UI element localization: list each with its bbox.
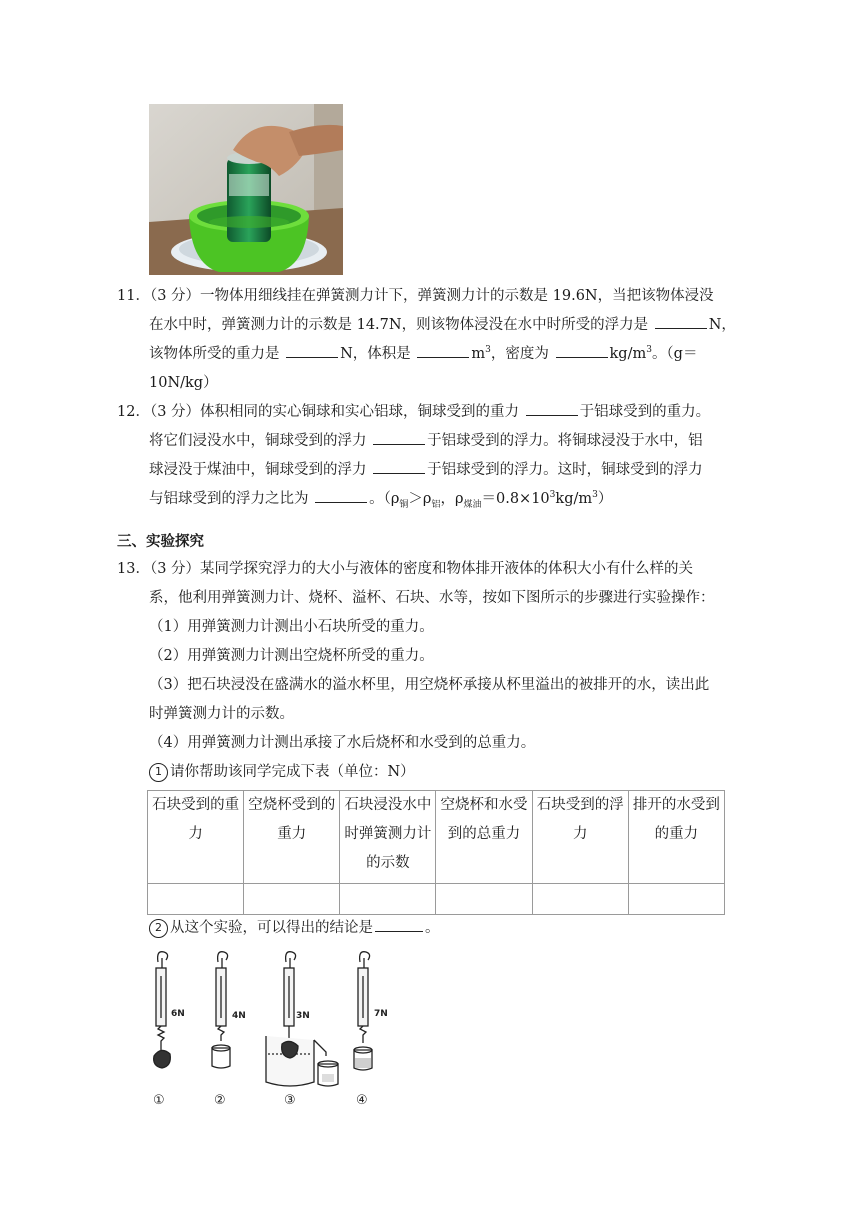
reading-1: 6N: [171, 1009, 185, 1019]
q12-sub: 铝: [431, 499, 441, 510]
q12-text: ＝0.8×10: [481, 491, 550, 507]
q13-line1: 13．（3 分）某同学探究浮力的大小与液体的密度和物体排开液体的体积大小有什么样的关: [117, 561, 694, 577]
q12-text: 于铝球受到的浮力。将铜球浸没于水中，铝: [427, 433, 703, 449]
reading-4: 7N: [374, 1009, 388, 1019]
step-2: （2）用弹簧测力计测出空烧杯所受的重力。: [149, 648, 434, 664]
sub-question-text: 。: [425, 920, 440, 936]
q12-text: kg/m: [555, 491, 593, 507]
answer-blank[interactable]: [655, 314, 707, 329]
table-answer-cell[interactable]: [340, 884, 436, 915]
q11-text: N，体积是: [340, 346, 411, 362]
q11-sup: 3: [646, 345, 652, 356]
sub-question-2: [149, 914, 440, 943]
q12-line4: [117, 485, 737, 514]
scale-4: [354, 952, 372, 1070]
question-13: [117, 555, 737, 613]
q12-text: 球浸没于煤油中，铜球受到的浮力: [149, 462, 367, 478]
table-row: [148, 884, 725, 915]
q13-line2: 系，他利用弹簧测力计、烧杯、溢杯、石块、水等，按如下图所示的步骤进行实验操作：: [149, 590, 715, 606]
diagram-label-1: ①: [153, 1093, 165, 1108]
question-12: [117, 398, 737, 514]
q12-line3: [117, 456, 737, 485]
q12-text: 12．（3 分）体积相同的实心铜球和实心铝球，铜球受到的重力: [117, 404, 520, 420]
can-in-bowl-photo: [149, 104, 343, 275]
step-1: （1）用弹簧测力计测出小石块所受的重力。: [149, 619, 434, 635]
answer-blank[interactable]: [286, 343, 338, 358]
table-header-cell: 石块浸没水中 时弹簧测力计 的示数: [340, 791, 436, 884]
spring-scale-diagram: [140, 944, 400, 1110]
answer-blank[interactable]: [556, 343, 608, 358]
table-header-row: [148, 791, 725, 884]
section-heading: 三、实验探究: [117, 534, 204, 550]
scale-1: [154, 952, 171, 1068]
diagram-label-2: ②: [214, 1093, 226, 1108]
table-header-cell: 石块受到的浮 力: [532, 791, 628, 884]
step-4: （4）用弹簧测力计测出承接了水后烧杯和水受到的总重力。: [149, 735, 536, 751]
table-answer-cell[interactable]: [436, 884, 532, 915]
table-answer-cell[interactable]: [148, 884, 244, 915]
table-answer-cell[interactable]: [532, 884, 628, 915]
q12-text: ，ρ: [440, 491, 464, 507]
q12-text: ＞ρ: [408, 491, 432, 507]
answer-blank[interactable]: [373, 430, 425, 445]
q11-text: ，密度为: [490, 346, 549, 362]
sub-question-text: 请你帮助该同学完成下表（单位：N）: [170, 764, 415, 780]
table-header-cell: 排开的水受到 的重力: [628, 791, 724, 884]
q11-line2: [117, 311, 737, 340]
q11-unit: kg/m: [609, 346, 647, 362]
table-header-cell: 空烧杯受到的 重力: [244, 791, 340, 884]
table-header-cell: 空烧杯和水受 到的总重力: [436, 791, 532, 884]
experiment-table: [147, 790, 725, 915]
q11-unit: N，: [708, 317, 736, 333]
q12-text: 于铝球受到的浮力。这时，铜球受到的浮力: [427, 462, 703, 478]
sub-question-text: 从这个实验，可以得出的结论是: [170, 920, 373, 936]
q11-text: 该物体所受的重力是: [149, 346, 280, 362]
q12-text: 与铝球受到的浮力之比为: [149, 491, 309, 507]
reading-3: 3N: [296, 1011, 310, 1021]
q11-sup: 3: [485, 345, 491, 356]
diagram-label-4: ④: [356, 1093, 368, 1108]
q11-text: 在水中时，弹簧测力计的示数是 14.7N，则该物体浸没在水中时所受的浮力是: [149, 317, 649, 333]
diagram-label-3: ③: [284, 1093, 296, 1108]
answer-blank[interactable]: [526, 401, 578, 416]
q12-text: 将它们浸没水中，铜球受到的浮力: [149, 433, 367, 449]
sub-question-1: [149, 758, 709, 787]
q12-sup: 3: [592, 490, 598, 501]
question-11: [117, 282, 737, 398]
q12-text: ）: [597, 491, 613, 507]
table-answer-cell[interactable]: [628, 884, 724, 915]
q11-text: 。（g＝: [651, 346, 698, 362]
q11-line4: 10N/kg）: [149, 375, 218, 391]
q12-line2: [117, 427, 737, 456]
q12-sub: 铜: [399, 499, 409, 510]
answer-blank[interactable]: [417, 343, 469, 358]
q11-line3: [117, 340, 737, 369]
answer-blank[interactable]: [375, 917, 423, 932]
q12-sub: 煤油: [463, 499, 482, 510]
q11-unit: m: [471, 346, 486, 362]
reading-2: 4N: [232, 1011, 246, 1021]
answer-blank[interactable]: [373, 459, 425, 474]
q13-steps: [149, 613, 709, 787]
circled-number: 2: [149, 919, 168, 938]
q11-line1: 11．（3 分）一物体用细线挂在弹簧测力计下，弹簧测力计的示数是 19.6N，当把该物体浸没: [117, 288, 714, 304]
q12-sup: 3: [549, 490, 556, 501]
table-header-cell: 石块受到的重 力: [148, 791, 244, 884]
step-3-cont: 时弹簧测力计的示数。: [149, 706, 294, 722]
scale-2: [212, 952, 230, 1068]
step-3: （3）把石块浸没在盛满水的溢水杯里，用空烧杯承接从杯里溢出的被排开的水，读出此: [149, 677, 710, 693]
q12-text: 。（ρ: [369, 491, 400, 507]
q12-text: 于铝球受到的重力。: [579, 404, 711, 420]
circled-number: 1: [149, 763, 168, 782]
table-answer-cell[interactable]: [244, 884, 340, 915]
answer-blank[interactable]: [315, 488, 367, 503]
q12-line1: [117, 398, 737, 427]
